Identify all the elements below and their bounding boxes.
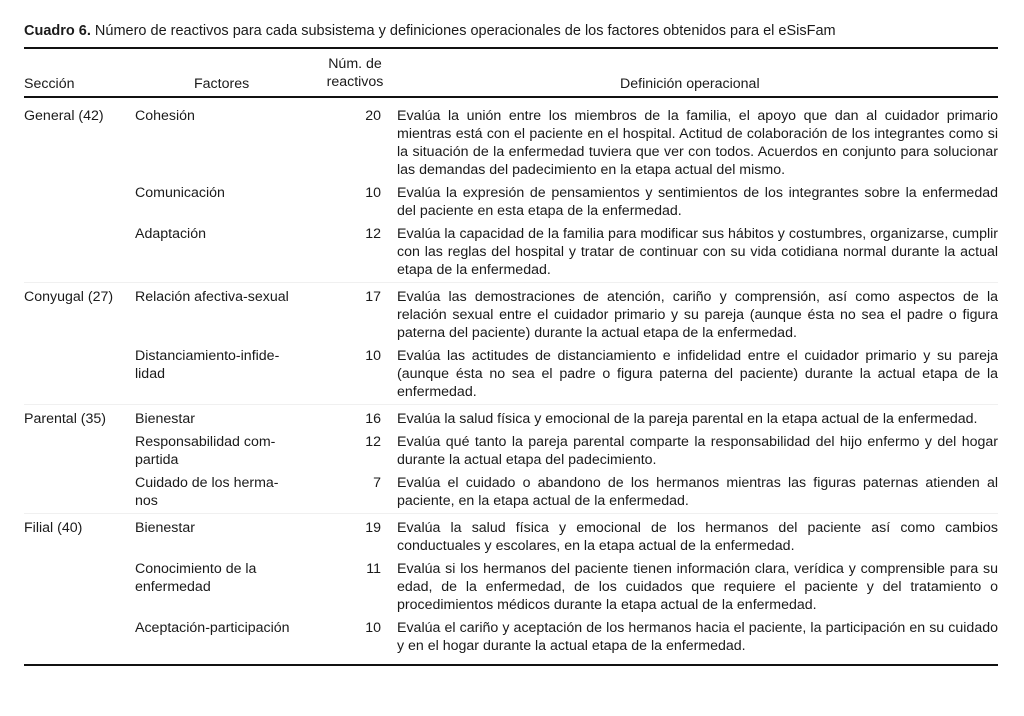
header-seccion: Sección: [24, 76, 75, 92]
factor-name: Relación afectiva-sexual: [135, 289, 289, 305]
factor-name: Conocimiento de la enfermedad: [135, 561, 257, 595]
operational-definition: Evalúa el cuidado o abandono de los hermanos mientras las figuras paternas atienden al paciente, en la etapa actual de la enfermedad.: [397, 475, 998, 509]
table-header: [24, 49, 998, 96]
table-row: [24, 560, 998, 614]
factor-name: Comunicación: [135, 185, 225, 201]
section-name: [24, 433, 135, 469]
caption-label: Cuadro 6.: [24, 23, 91, 39]
section-name: [24, 184, 135, 220]
section-name: [24, 619, 135, 655]
item-count: 19: [365, 520, 381, 536]
operational-definition: Evalúa la expresión de pensamientos y sentimientos de los integrantes sobre la enfermedad del paciente en esta etapa de la enfermedad.: [397, 185, 998, 219]
operational-definition: Evalúa las demostraciones de atención, cariño y comprensión, así como aspectos de la relación sexual entre el cuidador primario y su pareja (aunque ésta no sea el padre o figura paterna del paciente) durante la actual etapa de la enfermedad.: [397, 289, 998, 341]
table-row: [24, 184, 998, 220]
operational-definition: Evalúa la salud física y emocional de la pareja parental en la etapa actual de la enfermedad.: [397, 411, 978, 427]
item-count: 12: [365, 434, 381, 450]
section-group: [24, 102, 998, 283]
section-group: [24, 514, 998, 658]
item-count: 11: [366, 561, 381, 577]
section-name: [24, 225, 135, 279]
operational-definition: Evalúa qué tanto la pareja parental comparte la responsabilidad del hijo enfermo y del hogar durante la actual etapa del padecimiento.: [397, 434, 998, 468]
factor-name: Responsabilidad com- partida: [135, 434, 276, 468]
operational-definition: Evalúa el cariño y aceptación de los hermanos hacia el paciente, la participación en su cuidado y en el hogar durante la actual etapa de la enfermedad.: [397, 620, 998, 654]
section-name: Conyugal (27): [24, 289, 114, 305]
section-name: Filial (40): [24, 520, 83, 536]
factor-name: Aceptación-participación: [135, 620, 290, 636]
operational-definition: Evalúa la unión entre los miembros de la familia, el apoyo que dan al cuidador primario mientras está con el paciente en el hospital. Actitud de colaboración de los integrantes como si la situación de la enfermedad tuviera que ver con todos. Acuerdos en conjunto para solucionar las demandas del padecimiento en la etapa actual del mismo.: [397, 108, 998, 178]
header-factores: Factores: [194, 76, 250, 92]
table-row: [24, 519, 998, 555]
operational-definition: Evalúa la salud física y emocional de los hermanos del paciente así como cambios conductuales y escolares, en la etapa actual de la enfermedad.: [397, 520, 998, 554]
section-group: [24, 405, 998, 514]
section-name: Parental (35): [24, 411, 107, 427]
bottom-rule: [24, 664, 998, 666]
factor-name: Adaptación: [135, 226, 206, 242]
item-count: 16: [365, 411, 381, 427]
table-caption: [24, 22, 1004, 40]
factor-name: Bienestar: [135, 411, 195, 427]
header-num-line2: reactivos: [326, 74, 384, 90]
item-count: 10: [365, 348, 381, 364]
section-name: [24, 347, 135, 401]
factor-name: Bienestar: [135, 520, 195, 536]
section-group: [24, 283, 998, 405]
header-rule: [24, 96, 998, 98]
table-body: [24, 102, 998, 658]
item-count: 12: [365, 226, 381, 242]
item-count: 20: [365, 108, 381, 124]
item-count: 10: [365, 620, 381, 636]
factor-name: Cuidado de los herma- nos: [135, 475, 279, 509]
table-row: [24, 225, 998, 279]
header-definicion: Definición operacional: [620, 76, 760, 92]
operational-definition: Evalúa la capacidad de la familia para modificar sus hábitos y costumbres, organizarse, cumplir con las reglas del hospital y tratar de continuar con su vida cotidiana normal durante la actual etapa de la enfermedad.: [397, 226, 998, 278]
operational-definition: Evalúa si los hermanos del paciente tienen información clara, verídica y comprensible para su edad, de la enfermedad, de los cuidados que requiere el paciente y del tratamiento o procedimientos médicos durante la etapa actual de la enfermedad.: [397, 561, 998, 613]
item-count: 17: [365, 289, 381, 305]
table-row: [24, 107, 998, 179]
section-name: [24, 560, 135, 614]
table-row: [24, 288, 998, 342]
section-name: [24, 474, 135, 510]
header-num-line1: Núm. de: [328, 56, 382, 72]
factors-table: [24, 49, 998, 666]
table-row: [24, 474, 998, 510]
item-count: 7: [373, 475, 381, 491]
table-row: [24, 347, 998, 401]
operational-definition: Evalúa las actitudes de distanciamiento e infidelidad entre el cuidador primario y su pareja (aunque ésta no sea el padre o figura paterna del paciente) durante la actual etapa de la enfermedad.: [397, 348, 998, 400]
factor-name: Cohesión: [135, 108, 195, 124]
table-row: [24, 433, 998, 469]
factor-name: Distanciamiento-infide- lidad: [135, 348, 280, 382]
item-count: 10: [365, 185, 381, 201]
section-name: General (42): [24, 108, 104, 124]
caption-text: Número de reactivos para cada subsistema y definiciones operacionales de los factores obtenidos para el eSisFam: [90, 23, 836, 39]
table-row: [24, 410, 998, 428]
table-row: [24, 619, 998, 655]
